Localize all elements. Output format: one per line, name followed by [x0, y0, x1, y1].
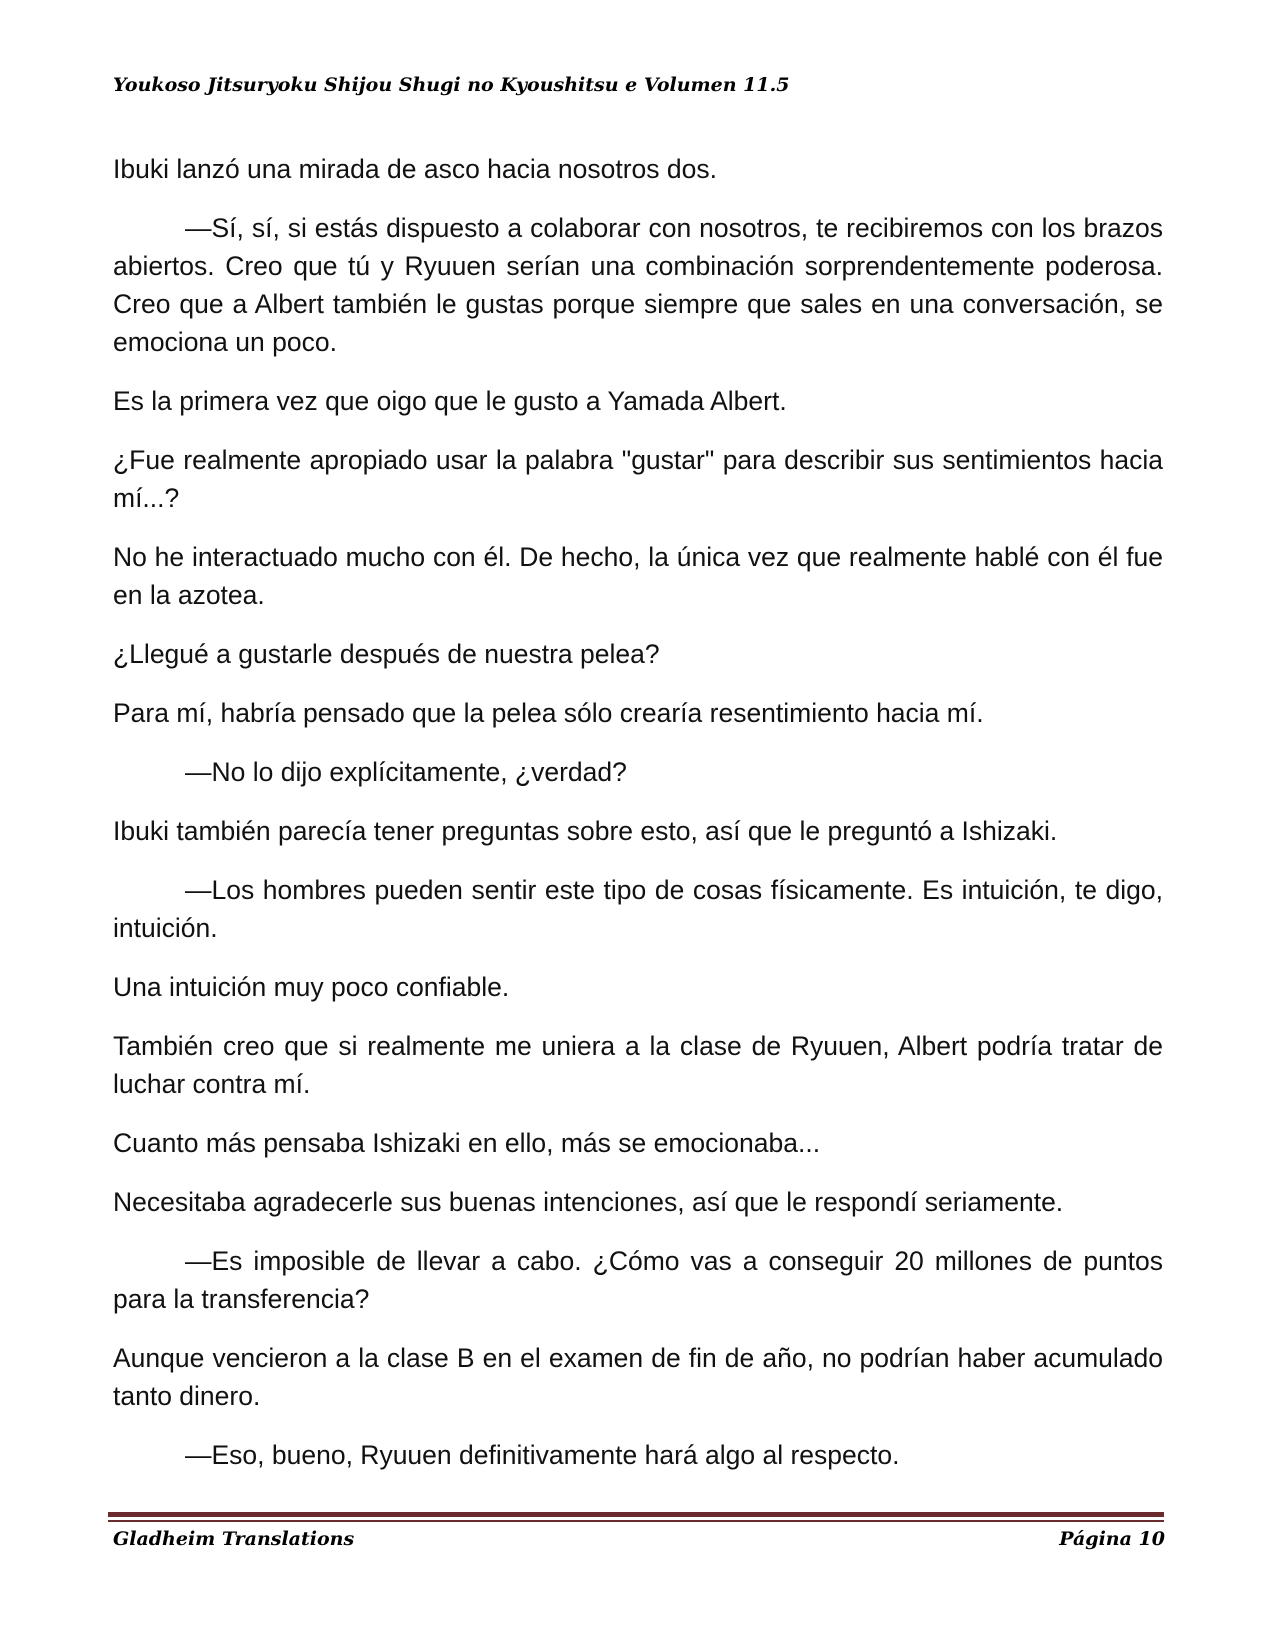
- paragraph: ¿Llegué a gustarle después de nuestra pelea?: [113, 639, 660, 669]
- footer-divider: [108, 1512, 1164, 1526]
- paragraph: Cuanto más pensaba Ishizaki en ello, más se emocionaba...: [113, 1128, 821, 1158]
- dialogue-paragraph: —Los hombres pueden sentir este tipo de cosas físicamente. Es intuición, te digo, intuición.: [113, 875, 1163, 943]
- paragraph: Para mí, habría pensado que la pelea sólo crearía resentimiento hacia mí.: [113, 698, 984, 728]
- paragraph: Es la primera vez que oigo que le gusto a Yamada Albert.: [113, 386, 787, 416]
- paragraph: Ibuki lanzó una mirada de asco hacia nosotros dos.: [113, 154, 717, 184]
- footer-credit: Gladheim Translations: [113, 1528, 355, 1550]
- paragraph: No he interactuado mucho con él. De hecho, la única vez que realmente hablé con él fue en la azotea.: [113, 542, 1163, 610]
- running-header: Youkoso Jitsuryoku Shijou Shugi no Kyoushitsu e Volumen 11.5: [113, 74, 790, 96]
- page-number: Página 10: [1059, 1528, 1165, 1550]
- body-text: [113, 150, 1163, 1495]
- dialogue-paragraph: —Eso, bueno, Ryuuen definitivamente hará algo al respecto.: [185, 1440, 900, 1470]
- paragraph: Una intuición muy poco confiable.: [113, 972, 510, 1002]
- footer-divider-thick: [108, 1512, 1164, 1517]
- paragraph: También creo que si realmente me uniera a la clase de Ryuuen, Albert podría tratar de luchar contra mí.: [113, 1031, 1163, 1099]
- paragraph: Aunque vencieron a la clase B en el examen de fin de año, no podrían haber acumulado tanto dinero.: [113, 1343, 1163, 1411]
- paragraph: Ibuki también parecía tener preguntas sobre esto, así que le preguntó a Ishizaki.: [113, 816, 1058, 846]
- dialogue-paragraph: —No lo dijo explícitamente, ¿verdad?: [185, 757, 627, 787]
- dialogue-paragraph: —Sí, sí, si estás dispuesto a colaborar con nosotros, te recibiremos con los brazos abiertos. Creo que tú y Ryuuen serían una combinación sorprendentemente poderosa. Creo que a Albert también le gustas porque siempre que sales en una conversación, se emociona un poco.: [113, 213, 1163, 357]
- footer-divider-thin: [108, 1520, 1164, 1522]
- paragraph: ¿Fue realmente apropiado usar la palabra "gustar" para describir sus sentimientos hacia mí...?: [113, 445, 1163, 513]
- dialogue-paragraph: —Es imposible de llevar a cabo. ¿Cómo vas a conseguir 20 millones de puntos para la transferencia?: [113, 1246, 1163, 1314]
- paragraph: Necesitaba agradecerle sus buenas intenciones, así que le respondí seriamente.: [113, 1187, 1064, 1217]
